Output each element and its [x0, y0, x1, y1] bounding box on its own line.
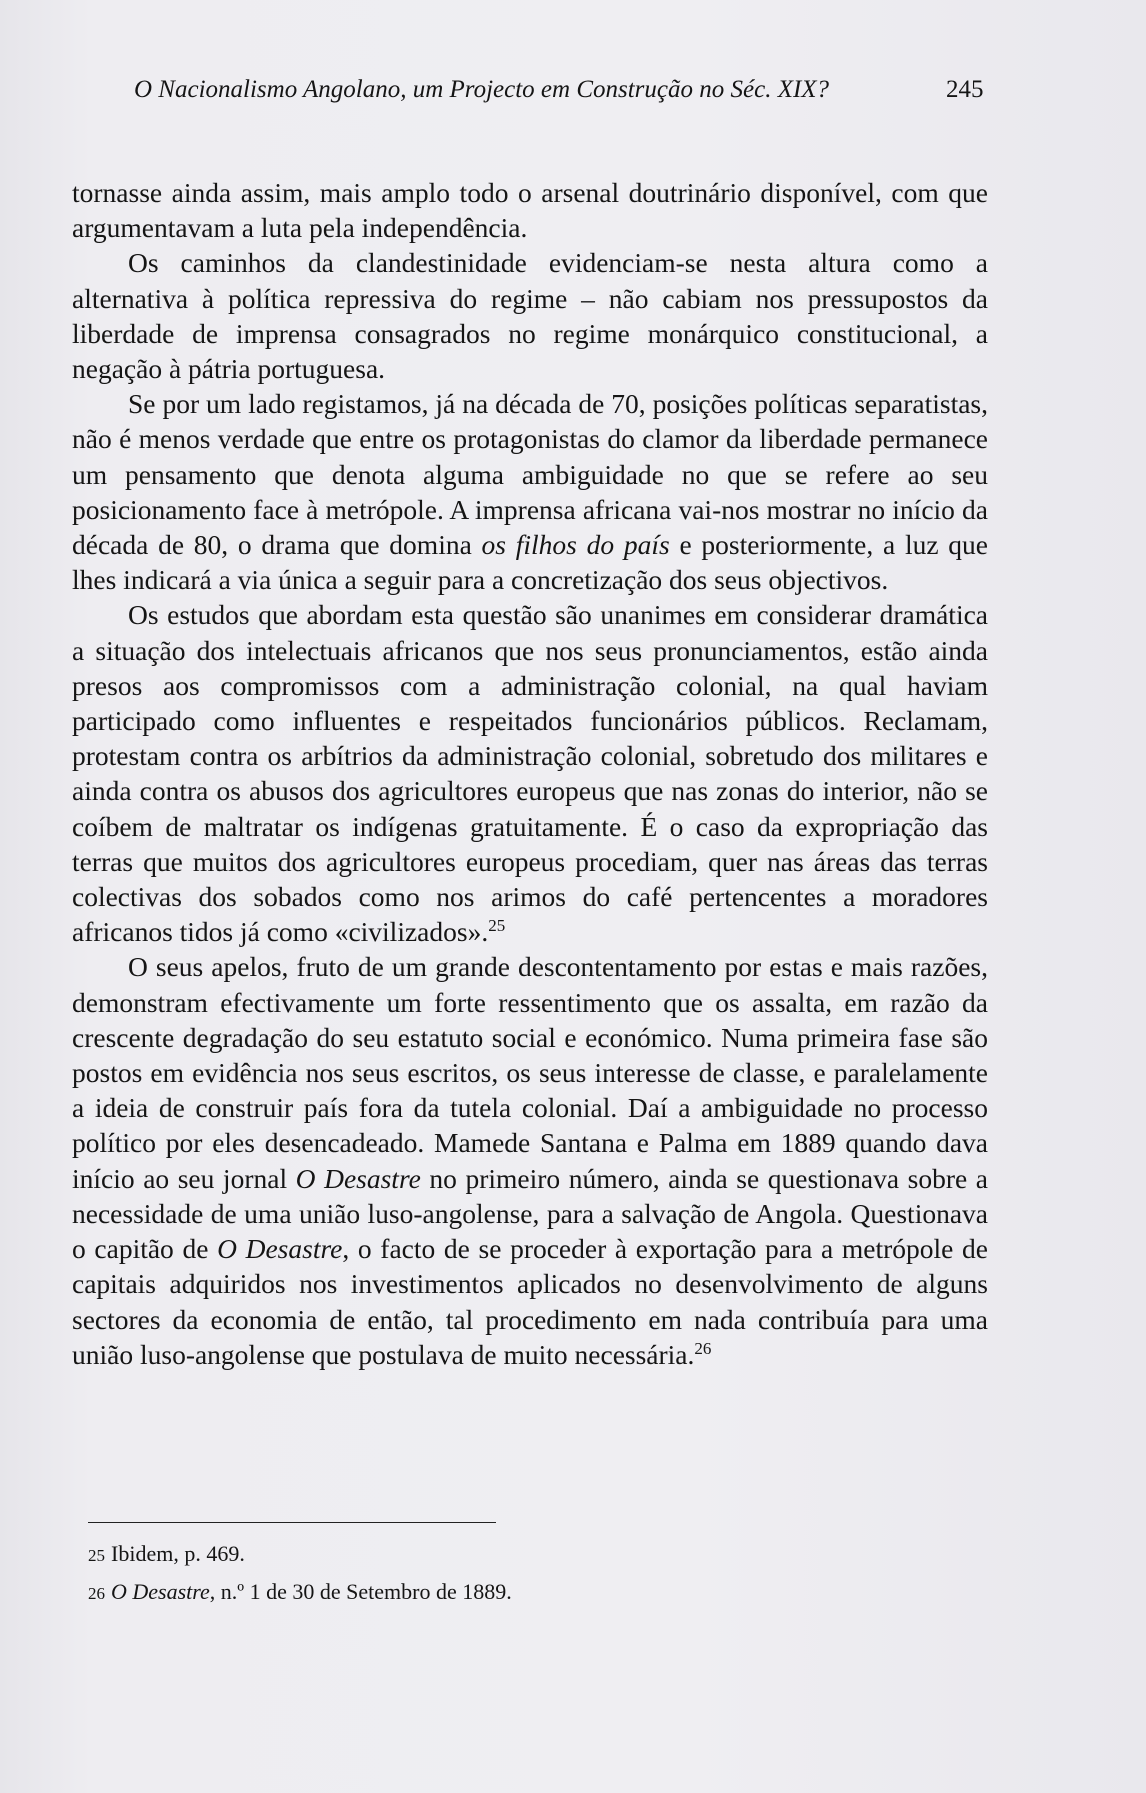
running-header	[134, 73, 994, 107]
footnote-divider	[88, 1522, 496, 1523]
paragraph-5-text-c: , o facto de se proceder à exportação para a metrópole de capitais adquiridos nos investimentos aplicados no desenvolvimento de alguns sectores da economia de então, tal procedimento em nada contribuía para uma união luso-angolense que postulava de muito necessária.	[72, 1233, 988, 1370]
footnote-text: Ibidem, p. 469.	[111, 1541, 245, 1566]
paragraph-4-text: Os estudos que abordam esta questão são unanimes em considerar dramática a situação dos intelectuais africanos que nos seus pronunciamentos, estão ainda presos aos compromissos com a administração colonial, na qual haviam participado como influentes e respeitados funcionários públicos. Reclamam, protestam contra os arbítrios da administração colonial, sobretudo dos militares e ainda contra os abusos dos agricultores europeus que nas zonas do interior, não se coíbem de maltratar os indígenas gratuitamente. É o caso da expropriação das terras que muitos dos agricultores europeus procediam, quer nas áreas das terras colectivas dos sobados como nos arimos do café pertencentes a moradores africanos tidos já como «civilizados».	[72, 599, 988, 948]
footnotes	[88, 1536, 988, 1612]
footnote-italic: O Desastre	[111, 1579, 210, 1604]
paragraph-5-text-a: O seus apelos, fruto de um grande descontentamento por estas e mais razões, demonstram efectivamente um forte ressentimento que os assalta, em razão da crescente degradação do seu estatuto social e económico. Numa primeira fase são postos em evidência nos seus escritos, os seus interesse de classe, e paralelamente a ideia de construir país fora da tutela colonial. Daí a ambiguidade no processo político por eles desencadeado. Mamede Santana e Palma em 1889 quando dava início ao seu jornal	[72, 951, 988, 1194]
paragraph-3-italic: os filhos do país	[481, 529, 670, 561]
paragraph-1: tornasse ainda assim, mais amplo todo o arsenal doutrinário disponível, com que argumentavam a luta pela independência.	[72, 177, 988, 244]
paragraph-5-text-b: no primeiro número, ainda se questionava sobre a necessidade de uma união luso-angolense, para a salvação de Angola. Questionava o capitão de	[72, 1162, 988, 1265]
page-number: 245	[946, 76, 984, 103]
main-text	[72, 175, 988, 1372]
footnote-ref-26[interactable]: 26	[694, 1338, 712, 1358]
paragraph-2: Os caminhos da clandestinidade evidenciam-se nesta altura como a alternativa à política repressiva do regime – não cabiam nos pressupostos da liberdade de imprensa consagrados no regime monárquico constitucional, a negação à pátria portuguesa.	[72, 247, 988, 385]
footnote-ref-25[interactable]: 25	[488, 916, 506, 936]
paragraph-3	[72, 386, 988, 597]
paragraph-5	[72, 949, 988, 1371]
footnote-text: , n.º 1 de 30 de Setembro de 1889.	[209, 1579, 512, 1604]
footnote-26	[88, 1574, 988, 1612]
running-title: O Nacionalismo Angolano, um Projecto em Construção no Séc. XIX?	[134, 76, 830, 103]
paragraph-5-italic-2: O Desastre	[217, 1233, 343, 1265]
footnote-25	[88, 1536, 988, 1574]
paragraph-3-text-b: e posteriormente, a luz que lhes indicará a via única a seguir para a concretização dos seus objectivos.	[72, 529, 988, 596]
footnote-number: 25	[88, 1546, 105, 1565]
paragraph-5-italic-1: O Desastre	[295, 1162, 421, 1194]
paragraph-3-text-a: Se por um lado registamos, já na década de 70, posições políticas separatistas, não é menos verdade que entre os protagonistas do clamor da liberdade permanece um pensamento que denota alguma ambiguidade no que se refere ao seu posicionamento face à metrópole. A imprensa africana vai-nos mostrar no início da década de 80, o drama que domina	[72, 388, 988, 561]
footnote-number: 26	[88, 1584, 105, 1603]
paragraph-4	[72, 597, 988, 949]
